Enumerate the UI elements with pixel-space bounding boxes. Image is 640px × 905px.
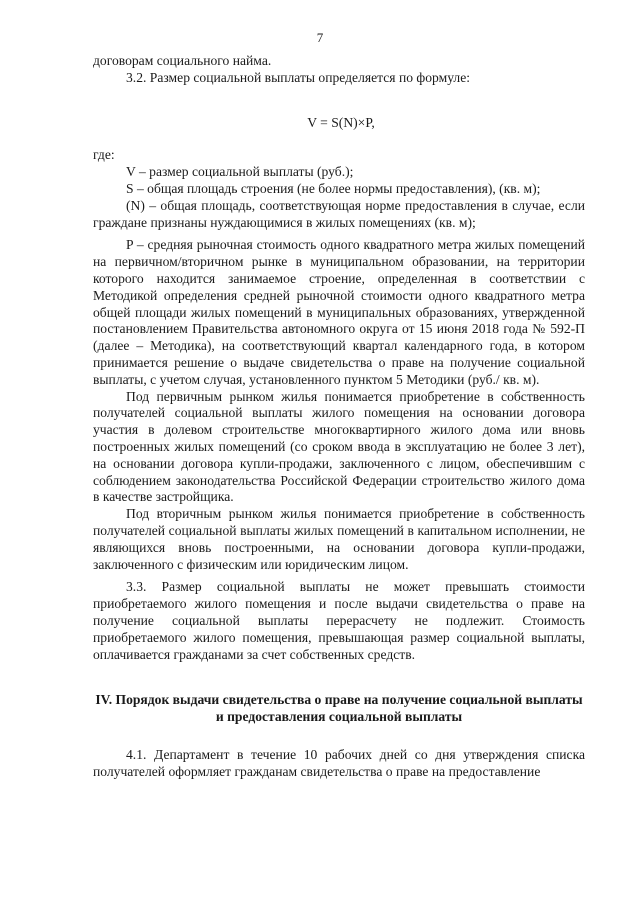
clause-3-2: 3.2. Размер социальной выплаты определяется по формуле: <box>126 69 471 85</box>
clause-4-1: 4.1. Департамент в течение 10 рабочих дней со дня утверждения списка получателей оформляет гражданам свидетельства о праве на предоставление <box>93 747 585 780</box>
payment-formula: V = S(N)×P, <box>307 114 375 130</box>
definition-v: V – размер социальной выплаты (руб.); <box>126 164 354 180</box>
clause-3-3: 3.3. Размер социальной выплаты не может превышать стоимости приобретаемого жилого помещения и после выдачи свидетельства о праве на получение социальной выплаты перерасчету не подлежит. Стоимость приобретаемого жилого помещения, превышающая размер социальной выплаты, оплачивается гражданами за счет собственных средств. <box>93 579 585 662</box>
formula-where-label: где: <box>93 147 115 163</box>
page-number: 7 <box>316 30 324 45</box>
primary-market-paragraph: Под первичным рынком жилья понимается приобретение в собственность получателей социальной выплаты жилого помещения на основании договора участия в долевом строительстве многоквартирного жилого дома или вновь построенных жилых помещений (со сроком ввода в эксплуатацию не более 3 лет), на основании договора купли-продажи, заключенного с лицом, обеспечившим с соблюдением законодательства Российской Федерации строительство жилого дома в качестве застройщика. <box>93 388 585 505</box>
definition-p: P – средняя рыночная стоимость одного квадратного метра жилых помещений на первичном/вторичном рынке в муниципальном образовании, на территории которого находится занимаемое строение, определенная в соответствии с Методикой определения средней рыночной стоимости одного квадратного метра общей площади жилых помещений в муниципальных образованиях, утвержденной постановлением Правительства автономного округа от 15 июня 2018 года № 592-П (далее – Методика), на соответствующий квартал календарного года, в котором принимается решение о выдаче свидетельства о праве на получение социальной выплаты, с учетом случая, установленного пунктом 5 Методики (руб./ кв. м). <box>93 237 585 387</box>
definition-s: S – общая площадь строения (не более нормы предоставления), (кв. м); <box>126 180 541 196</box>
continuation-line: договорам социального найма. <box>93 53 272 68</box>
page-body <box>93 53 585 781</box>
secondary-market-paragraph: Под вторичным рынком жилья понимается приобретение в собственность получателей социальной выплаты жилых помещений в капитальном исполнении, не являющихся вновь построенными, на основании договора купли-продажи, заключенного с физическим или юридическим лицом. <box>93 506 585 572</box>
section-iv-heading: IV. Порядок выдачи свидетельства о праве на получение социальной выплаты и предоставления социальной выплаты <box>95 692 583 725</box>
definition-n: (N) – общая площадь, соответствующая норме предоставления в случае, если граждане признаны нуждающимися в жилых помещениях (кв. м); <box>93 197 585 230</box>
